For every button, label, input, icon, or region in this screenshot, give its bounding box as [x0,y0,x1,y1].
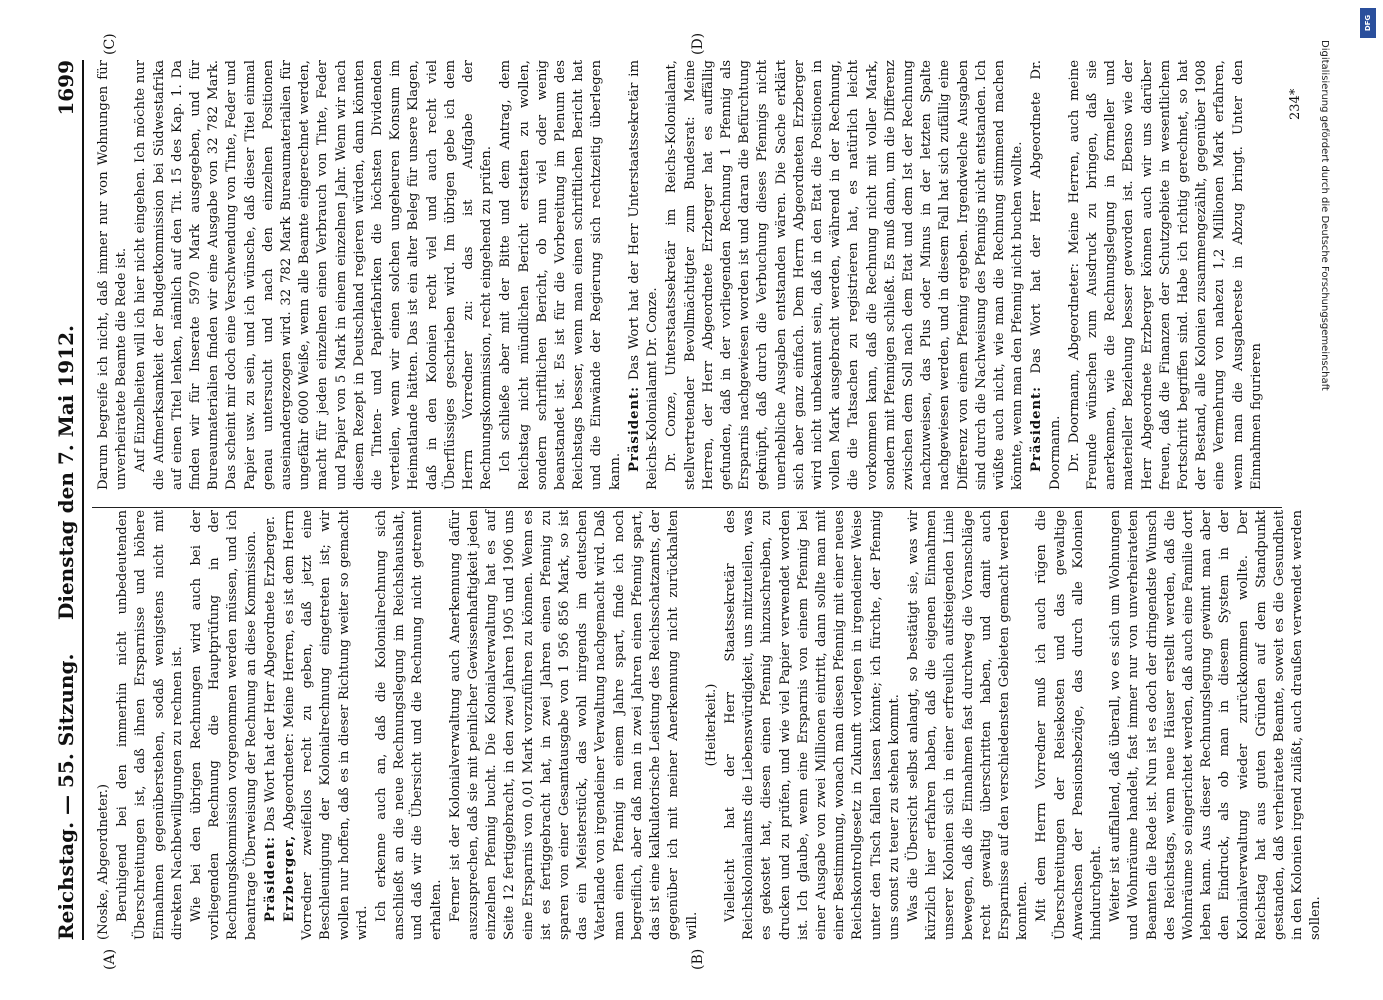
dfg-logo-text: DFG [1364,14,1372,32]
paragraph: Ferner ist der Kolonialverwaltung auch Anerkennung dafür auszusprechen, daß sie mit peinlicher Gewissenhaftigkeit jeden einzelnen Pfennig bucht. Die Kolonialverwaltung hat es auf Seite 12 fertiggebracht, in den zwei Jahren 1905 und 1906 uns eine Ersparnis von 0,01 Mark vorzuführen zu können. Wenn es ist es fertiggebracht hat, in zwei Jahren einen Pfennig zu sparen von einer Gesamtausgabe von 1 956 856 Mark, so ist das ein Meisterstück, das wohl nirgends im deutschen Vaterlande von irgendeiner Verwaltung nachgemacht wird. Daß man einen Pfennig in einem Jahre spart, finde ich noch begreiflich, aber daß man in zwei Jahren einen Pfennig spart, das ist eine kalkulatorische Leistung des Reichsschatzamts, der gegenüber ich mit meiner Anerkennung nicht zurückhalten will. [447,510,700,940]
speaker-name: Erzberger, [282,834,298,922]
speaker-name: Präsident: [626,385,642,472]
paragraph: Mit dem Herrn Vorredner muß ich auch rügen die Überschreitungen der Reisekosten und das gewaltige Anwachsen der Pensionsbezüge, das durch alle Kolonien hindurchgeht. [1034,510,1104,940]
left-column [95,510,1324,940]
paragraph: Präsident: Das Wort hat der Herr Abgeordnete Erzberger. [262,516,278,922]
paragraph: Weiter ist auffallend, daß überall, wo es sich um Wohnungen und Wohnräume handelt, fast immer nur von unverheirateten Beamten die Rede ist. Nun ist es doch der dringendste Wunsch des Reichstags, wenn neue Häuser erstellt werden, daß die Wohnräume so eingerichtet werden, daß auch eine Familie dort leben kann. Aus dieser Rechnungslegung gewinnt man aber den Eindruck, als ob man in diesem System in der Kolonialverwaltung wieder zurückkommen wollte. Der Reichstag hat aus guten Gründen auf dem Standpunkt gestanden, daß verheiratete Beamte, soweit es die Gesundheit in den Kolonien irgend zuläßt, auch draußen verwendet werden sollen. [1108,510,1324,940]
page-header [52,60,84,940]
paragraph: (Noske, Abgeordneter.) [96,783,111,940]
header-left: Reichstag. — 55. Sitzung. [54,653,78,940]
marker-d: (D) [690,32,706,55]
page-number: 1699 [54,60,78,116]
paragraph: Erzberger, Abgeordneter: Meine Herren, es ist dem Herrn Vorredner zweifellos recht zu geben, daß jetzt eine Beschleunigung der Kolonialrechnung eingetreten ist; wir wollen nur hoffen, daß es in dieser Richtung weiter so gemacht wird. [282,510,370,940]
paragraph: Dr. Doormann, Abgeordneter: Meine Herren, auch meine Freunde wünschen zum Ausdruck zu bringen, daß sie anerkennen, wie die Rechnungslegung in formeller und materieller Beziehung besser geworden ist. Ebenso wie der Herr Abgeordnete Erzberger können auch wir uns darüber freuen, daß die Finanzen der Schutzgebiete in wesentlichem Fortschritt begriffen sind. Habe ich richtig gerechnet, so hat der Bestand, alle Kolonien zusammengezählt, gegenüber 1908 eine Vermehrung von nahezu 1,2 Millionen Mark erfahren, wenn man die Ausgabereste in Abzug bringt. Unter den Einnahmen figurieren [1066,60,1264,490]
paragraph: Präsident: Das Wort hat der Herr Unterstaatssekretär im Reichs-Kolonialamt Dr. Conze. [626,60,661,490]
speaker-name: Präsident: [1029,385,1045,472]
paragraph: Ich schließe aber mit der Bitte und dem Antrag, dem Reichstag nicht mündlichen Bericht erstatten zu wollen, sondern schriftlichen Bericht, ob nun viel oder wenig beanstandet ist. Es ist für die Vorbereitung im Plenum des Reichstags besser, wenn man einen schriftlichen Bericht hat und die Einwände der Regierung sich rechtzeitig überlegen kann. [498,60,623,490]
header-center: Dienstag den 7. Mai 1912. [54,325,78,620]
footnote-mark: 234* [1288,88,1303,120]
paragraph: Darum begreife ich nicht, daß immer nur von Wohnungen für unverheiratete Beamte die Rede ist. [96,60,130,490]
paragraph: Beruhigend bei den immerhin nicht unbedeutenden Überschreitungen ist, daß ihnen Ersparnisse und höhere Einnahmen gegenüberstehen, sodaß wenigstens nicht mit direkten Nachbewilligungen zu rechnen ist. [115,510,185,940]
paragraph: Vielleicht hat der Herr Staatssekretär des Reichskolonialamts die Liebenswürdigkeit, uns mitzuteilen, was es gekostet hat, diesen einen Pfennig hinzuschreiben, zu drucken und zu prüfen, und wie viel Papier verwendet worden ist. Ich glaube, wenn eine Ersparnis von einem Pfennig bei einer Ausgabe von zwei Millionen eintritt, dann sollte man mit einer Bestimmung, wonach man diesen Pfennig mit einer neues Reichskontrollgesetz in Zukunft vorlegen in irgendeiner Weise unter den Tisch fallen lassen könnte; ich fürchte, der Pfennig uns sonst zu teuer zu stehen kommt. [722,510,902,940]
paragraph: Wie bei den übrigen Rechnungen wird auch bei der vorliegenden Rechnung die Hauptprüfung in der Rechnungskommission vorgenommen werden müssen, und ich beantrage Überweisung der Rechnung an diese Kommission. [189,510,259,940]
paragraph: Was die Übersicht selbst anlangt, so bestätigt sie, was wir kürzlich hier erfahren haben, daß die eigenen Einnahmen unserer Kolonien sich in einer erfreulich aufsteigenden Linie bewegen, daß die Einnahmen fast durchweg die Voranschläge recht gewaltig überschritten haben, und damit auch Ersparnisse auf den verschiedensten Gebieten gemacht werden konnten. [905,510,1031,940]
speaker-name: Präsident: [262,835,278,922]
dfg-logo [1360,8,1376,38]
paragraph: Präsident: Das Wort hat der Herr Abgeordnete Dr. Doormann. [1029,60,1063,490]
marker-a: (A) [102,948,118,970]
paragraph: Auf Einzelheiten will ich hier nicht eingehen. Ich möchte nur die Aufmerksamkeit der Budgetkommission bei Südwestafrika auf einen Titel lenken, nämlich auf den Tit. 15 des Kap. 1. Da finden wir für Inserate 5970 Mark ausgegeben, und für Bureaumaterialien finden wir eine Ausgabe von 32 782 Mark. Das scheint mir doch eine Verschwendung von Tinte, Feder und Papier usw. zu sein, und ich wünsche, daß dieser Titel einmal genau untersucht und nach den einzelnen Positionen auseinandergezogen wird. 32 782 Mark Bureaumaterialien für ungefähr 6000 Weiße, wenn alle Beamte eingerechnet werden, macht für jeden einzelnen einen Verbrauch von Tinte, Feder und Papier von 5 Mark in einem einzelnen Jahr. Wenn wir nach diesem Rezept in Deutschland regieren würden, dann könnten die Tinten- und Papierfabriken die höchsten Dividenden verteilen, wenn wir einen solchen ungeheuren Konsum im Heimatlande hätten. Das ist ein alter Beleg für unsere Klagen, daß in den Kolonien recht viel und auch recht viel Überflüssiges geschrieben wird. Im übrigen gebe ich dem Herrn Vorredner zu: das ist Aufgabe der Rechnungskommission, recht eingehend zu prüfen. [133,60,495,490]
marker-b: (B) [690,948,706,970]
marker-c: (C) [102,33,118,55]
digitization-credit: Digitalisierung gefördert durch die Deutsche Forschungsgemeinschaft [1319,40,1330,391]
paragraph: Ich erkenne auch an, daß die Kolonialrechnung sich anschließt an die neue Rechnungslegung im Reichshaushalt, und daß wir die Übersicht und die Rechnung nicht getrennt erhalten. [374,510,444,940]
column-divider [92,507,1282,508]
paragraph: (Heiterkeit.) [703,683,719,767]
paragraph: Dr. Conze, Unterstaatssekretär im Reichs-Kolonialamt, stellvertretender Bevollmächtigter zum Bundesrat: Meine Herren, der Herr Abgeordnete Erzberger hat es auffällig gefunden, daß in der vorliegenden Rechnung 1 Pfennig als Ersparnis nachgewiesen worden ist und daran die Befürchtung geknüpft, daß durch die Verbuchung dieses Pfennigs nicht unerhebliche Ausgaben entstanden wären. Die Sache erklärt sich aber ganz einfach. Dem Herrn Abgeordneten Erzberger wird nicht unbekannt sein, daß in den Etat die Positionen in vollen Mark ausgebracht werden, während in der Rechnung, die die Tatsachen zu registrieren hat, es natürlich leicht vorkommen kann, daß die Rechnung nicht mit voller Mark, sondern mit Pfennigen schließt. Es muß dann, um die Differenz zwischen dem Soll nach dem Etat und dem Ist der Rechnung nachzuweisen, das Plus oder Minus in der letzten Spalte nachgewiesen werden, und in diesem Fall hat sich zufällig eine Differenz von einem Pfennig ergeben. Irgendwelche Ausgaben sind durch die Nachweisung des Pfennigs nicht entstanden. Ich wüßte auch nicht, wie man die Rechnung stimmend machen könnte, wenn man den Pfennig nicht buchen wollte. [664,60,1026,490]
right-column [95,60,1280,490]
